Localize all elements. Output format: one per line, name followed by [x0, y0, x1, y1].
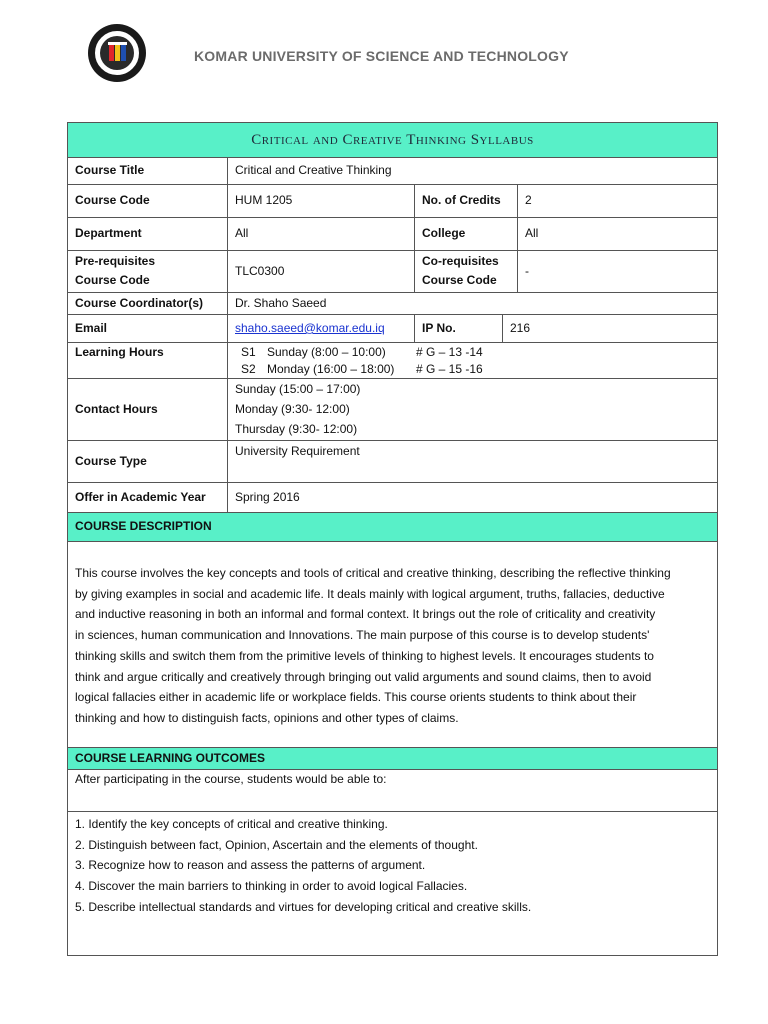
- contact-time: Thursday (9:30- 12:00): [235, 422, 358, 436]
- contact-time: Sunday (15:00 – 17:00): [235, 382, 361, 396]
- department-label: Department: [68, 218, 228, 250]
- college-value: All: [525, 226, 539, 241]
- corequisites-label-line2: Course Code: [422, 273, 497, 288]
- seal-ring: [93, 29, 141, 77]
- row-coordinator: [68, 293, 717, 315]
- coordinator-label: Course Coordinator(s): [68, 293, 228, 314]
- course-description-body: [68, 542, 717, 748]
- row-academic-year: [68, 483, 717, 513]
- corequisites-label-line1: Co-requisites: [422, 254, 499, 268]
- credits-label: No. of Credits: [415, 185, 518, 217]
- row-course-title: [68, 157, 717, 185]
- coordinator-value: Dr. Shaho Saeed: [235, 295, 327, 310]
- course-type-label: Course Type: [68, 441, 228, 482]
- learning-hours-value: [228, 343, 717, 378]
- learning-outcomes-list-row: [68, 812, 717, 955]
- section-time: Sunday (8:00 – 10:00): [267, 345, 386, 359]
- email-label: Email: [68, 315, 228, 342]
- course-type-value: University Requirement: [235, 444, 360, 458]
- description-line: and inductive reasoning in both an informal and formal context. It brings out the role of criticality and creativity: [75, 607, 656, 622]
- credits-value: 2: [525, 193, 532, 208]
- prerequisites-label-line2: Course Code: [75, 273, 150, 288]
- row-email: [68, 315, 717, 343]
- email-cell: [228, 315, 415, 342]
- academic-year-label: Offer in Academic Year: [68, 483, 228, 512]
- row-course-code: [68, 185, 717, 218]
- course-code-label: Course Code: [68, 185, 228, 217]
- row-contact-hours: [68, 379, 717, 441]
- row-course-type: [68, 441, 717, 483]
- syllabus-title-bar: [68, 123, 717, 158]
- prerequisites-label-line1: Pre-requisites: [75, 254, 156, 268]
- contact-time: Monday (9:30- 12:00): [235, 402, 350, 416]
- learning-outcomes-intro: After participating in the course, students would be able to:: [75, 772, 387, 786]
- learning-hours-label: Learning Hours: [68, 343, 228, 378]
- syllabus-title: Critical and Creative Thinking Syllabus: [251, 131, 534, 148]
- ip-label: IP No.: [415, 315, 503, 342]
- course-title-label: Course Title: [68, 157, 228, 184]
- prerequisites-value: TLC0300: [228, 251, 415, 292]
- course-title-value: Critical and Creative Thinking: [235, 162, 392, 177]
- university-seal-icon: [88, 24, 146, 82]
- contact-hours-value: [228, 379, 717, 440]
- section-code: S2: [241, 362, 256, 376]
- outcome-item: 3. Recognize how to reason and assess the patterns of argument.: [75, 858, 426, 873]
- corequisites-value: -: [525, 263, 529, 278]
- learning-outcomes-header: [68, 748, 717, 770]
- learning-outcomes-intro-row: [68, 770, 717, 812]
- description-line: thinking and how to distinguish facts, opinions and other types of claims.: [75, 710, 459, 725]
- outcome-item: 4. Discover the main barriers to thinking in order to avoid logical Fallacies.: [75, 879, 468, 894]
- academic-year-value: Spring 2016: [235, 489, 300, 504]
- course-description-text: [75, 563, 710, 729]
- outcome-item: 1. Identify the key concepts of critical and creative thinking.: [75, 817, 388, 831]
- learning-outcomes-list: [75, 814, 710, 918]
- section-time: Monday (16:00 – 18:00): [267, 362, 395, 376]
- section-code: S1: [241, 345, 256, 359]
- learning-outcomes-heading: COURSE LEARNING OUTCOMES: [75, 750, 266, 765]
- row-department: [68, 218, 717, 251]
- college-label: College: [415, 218, 518, 250]
- ip-value: 216: [510, 320, 531, 335]
- description-line: thinking skills and switch them from the primitive levels of thinking to highest levels. It encourages students to: [75, 648, 654, 663]
- seal-core: [100, 36, 134, 70]
- prerequisites-label: [68, 251, 228, 292]
- course-code-value: HUM 1205: [228, 185, 415, 217]
- row-prerequisites: [68, 251, 717, 293]
- outcome-item: 2. Distinguish between fact, Opinion, Ascertain and the elements of thought.: [75, 837, 478, 852]
- row-learning-hours: [68, 343, 717, 379]
- department-value: All: [228, 218, 415, 250]
- description-line: by giving examples in social and academic life. It deals mainly with logical argument, truths, fallacies, deductive: [75, 586, 665, 601]
- corequisites-label: [415, 251, 518, 292]
- syllabus-table: [67, 122, 718, 956]
- section-room: # G – 13 -14: [416, 345, 483, 359]
- university-name: KOMAR UNIVERSITY OF SCIENCE AND TECHNOLOGY: [194, 48, 569, 64]
- email-link[interactable]: shaho.saeed@komar.edu.iq: [235, 320, 385, 335]
- learning-section-2: [241, 360, 483, 379]
- outcome-item: 5. Describe intellectual standards and virtues for developing critical and creative skills.: [75, 899, 532, 914]
- description-line: This course involves the key concepts and tools of critical and creative thinking, describing the reflective thinking: [75, 566, 671, 580]
- course-description-heading: COURSE DESCRIPTION: [75, 519, 212, 534]
- contact-hours-label: Contact Hours: [68, 379, 228, 440]
- description-line: think and argue critically and creatively through bringing out valid arguments and sound claims, then to avoid: [75, 669, 652, 684]
- course-description-header: [68, 513, 717, 542]
- description-line: in sciences, human communication and Innovations. The main purpose of this course is to develop students': [75, 628, 650, 643]
- description-line: logical fallacies either in academic life or workplace fields. This course orients students to think about their: [75, 690, 637, 705]
- section-room: # G – 15 -16: [416, 362, 483, 376]
